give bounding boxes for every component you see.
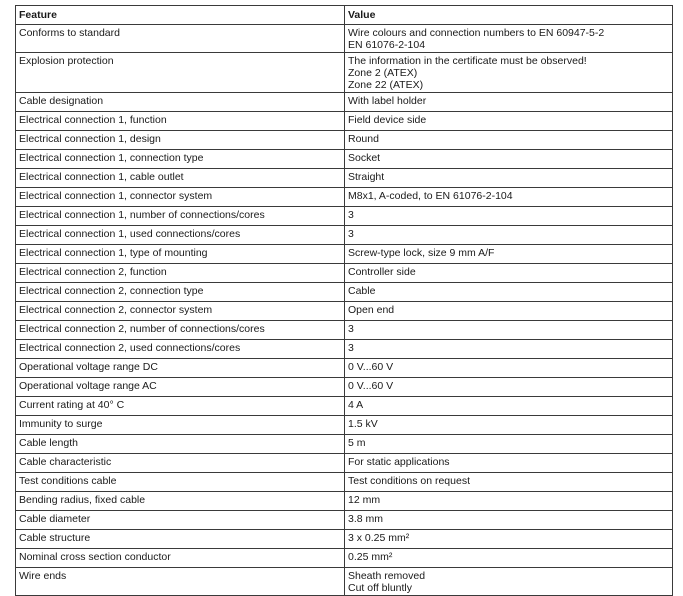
- value-cell: [345, 549, 673, 568]
- feature-cell: Electrical connection 2, function: [16, 264, 345, 283]
- table-row: [16, 150, 673, 169]
- feature-cell: Electrical connection 2, connector system: [16, 302, 345, 321]
- value-cell: [345, 454, 673, 473]
- table-row: [16, 568, 673, 596]
- feature-cell: Current rating at 40° C: [16, 397, 345, 416]
- value-line: 3: [348, 228, 354, 240]
- table-row: [16, 53, 673, 93]
- table-row: [16, 416, 673, 435]
- feature-cell: Explosion protection: [16, 53, 345, 93]
- value-line: Controller side: [348, 266, 416, 278]
- value-line: Socket: [348, 152, 381, 164]
- value-line: 0 V...60 V: [348, 380, 394, 392]
- value-line: Zone 2 (ATEX): [348, 67, 418, 79]
- value-line: Straight: [348, 171, 385, 183]
- value-cell: [345, 245, 673, 264]
- table-row: [16, 169, 673, 188]
- value-cell: [345, 568, 673, 596]
- value-line: The information in the certificate must be observed!: [348, 55, 587, 67]
- value-line: Sheath removed: [348, 570, 426, 582]
- table-row: [16, 112, 673, 131]
- value-line: Test conditions on request: [348, 475, 470, 487]
- table-header-row: [16, 6, 673, 25]
- value-cell: [345, 93, 673, 112]
- feature-cell: Test conditions cable: [16, 473, 345, 492]
- feature-cell: Electrical connection 1, used connections/cores: [16, 226, 345, 245]
- value-line: EN 61076-2-104: [348, 39, 426, 51]
- feature-cell: Wire ends: [16, 568, 345, 596]
- table-row: [16, 340, 673, 359]
- table-row: [16, 473, 673, 492]
- value-line: Wire colours and connection numbers to EN 60947-5-2: [348, 27, 605, 39]
- table-row: [16, 207, 673, 226]
- feature-cell: Electrical connection 1, connection type: [16, 150, 345, 169]
- value-line: 5 m: [348, 437, 366, 449]
- feature-cell: Operational voltage range DC: [16, 359, 345, 378]
- value-line: 0 V...60 V: [348, 361, 394, 373]
- value-cell: [345, 359, 673, 378]
- table-row: [16, 283, 673, 302]
- value-line: 3.8 mm: [348, 513, 384, 525]
- feature-cell: Conforms to standard: [16, 25, 345, 53]
- table-row: [16, 226, 673, 245]
- table-row: [16, 378, 673, 397]
- table-row: [16, 321, 673, 340]
- value-cell: [345, 169, 673, 188]
- feature-cell: Cable length: [16, 435, 345, 454]
- feature-cell: Nominal cross section conductor: [16, 549, 345, 568]
- column-header-value: Value: [345, 6, 673, 25]
- value-line: 3: [348, 323, 354, 335]
- value-cell: [345, 302, 673, 321]
- table-row: [16, 25, 673, 53]
- value-line: Cut off bluntly: [348, 582, 413, 594]
- value-line: M8x1, A-coded, to EN 61076-2-104: [348, 190, 513, 202]
- value-cell: [345, 416, 673, 435]
- value-cell: [345, 378, 673, 397]
- table-row: [16, 359, 673, 378]
- feature-cell: Cable characteristic: [16, 454, 345, 473]
- value-cell: [345, 264, 673, 283]
- value-cell: [345, 112, 673, 131]
- value-line: 3: [348, 342, 354, 354]
- value-line: Open end: [348, 304, 395, 316]
- feature-cell: Operational voltage range AC: [16, 378, 345, 397]
- table-row: [16, 302, 673, 321]
- feature-cell: Electrical connection 1, number of connections/cores: [16, 207, 345, 226]
- feature-cell: Electrical connection 1, type of mounting: [16, 245, 345, 264]
- table-row: [16, 454, 673, 473]
- value-cell: [345, 492, 673, 511]
- value-cell: [345, 131, 673, 150]
- value-line: 3: [348, 209, 354, 221]
- feature-cell: Cable diameter: [16, 511, 345, 530]
- feature-cell: Electrical connection 2, used connections/cores: [16, 340, 345, 359]
- specification-table: [15, 5, 673, 596]
- value-cell: [345, 207, 673, 226]
- feature-cell: Electrical connection 2, number of connections/cores: [16, 321, 345, 340]
- value-cell: [345, 25, 673, 53]
- value-cell: [345, 226, 673, 245]
- table-row: [16, 397, 673, 416]
- table-row: [16, 245, 673, 264]
- feature-cell: Cable designation: [16, 93, 345, 112]
- table-body: [16, 25, 673, 596]
- table-row: [16, 435, 673, 454]
- value-cell: [345, 435, 673, 454]
- column-header-feature: Feature: [16, 6, 345, 25]
- table-row: [16, 188, 673, 207]
- value-line: 1.5 kV: [348, 418, 378, 430]
- value-line: Cable: [348, 285, 376, 297]
- value-line: For static applications: [348, 456, 450, 468]
- value-cell: [345, 340, 673, 359]
- feature-cell: Electrical connection 1, cable outlet: [16, 169, 345, 188]
- value-line: Screw-type lock, size 9 mm A/F: [348, 247, 495, 259]
- feature-cell: Bending radius, fixed cable: [16, 492, 345, 511]
- value-line: Field device side: [348, 114, 427, 126]
- value-cell: [345, 530, 673, 549]
- table-row: [16, 492, 673, 511]
- table-row: [16, 530, 673, 549]
- feature-cell: Immunity to surge: [16, 416, 345, 435]
- value-line: Round: [348, 133, 379, 145]
- table-row: [16, 93, 673, 112]
- value-line: 12 mm: [348, 494, 381, 506]
- table-row: [16, 264, 673, 283]
- table-row: [16, 131, 673, 150]
- table-row: [16, 549, 673, 568]
- value-line: Zone 22 (ATEX): [348, 79, 424, 91]
- feature-cell: Electrical connection 1, design: [16, 131, 345, 150]
- value-cell: [345, 511, 673, 530]
- value-line: 3 x 0.25 mm²: [348, 532, 410, 544]
- value-cell: [345, 150, 673, 169]
- value-line: With label holder: [348, 95, 427, 107]
- value-line: 4 A: [348, 399, 364, 411]
- feature-cell: Cable structure: [16, 530, 345, 549]
- value-cell: [345, 53, 673, 93]
- feature-cell: Electrical connection 2, connection type: [16, 283, 345, 302]
- value-cell: [345, 473, 673, 492]
- value-line: 0.25 mm²: [348, 551, 393, 563]
- value-cell: [345, 321, 673, 340]
- feature-cell: Electrical connection 1, connector system: [16, 188, 345, 207]
- table-row: [16, 511, 673, 530]
- feature-cell: Electrical connection 1, function: [16, 112, 345, 131]
- value-cell: [345, 397, 673, 416]
- value-cell: [345, 283, 673, 302]
- value-cell: [345, 188, 673, 207]
